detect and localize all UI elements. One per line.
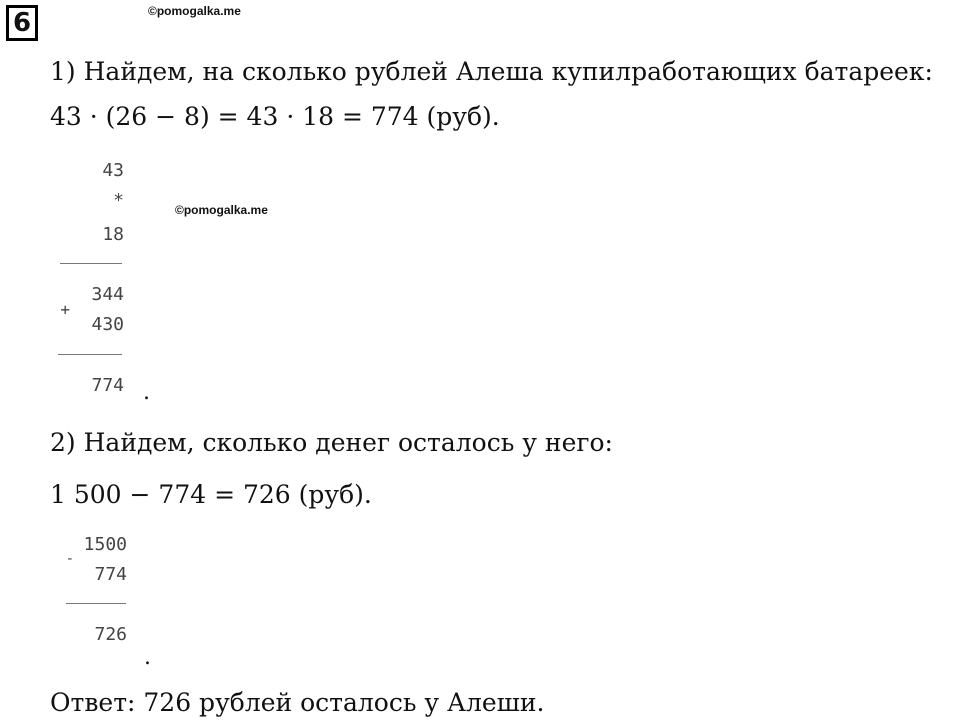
task-number-badge: 6 [6,5,38,41]
watermark-middle: ©pomogalka.me [175,203,268,217]
mult-end-dot: . [143,380,150,405]
mult-rule-2 [58,354,122,355]
mult-operator: * [113,190,124,211]
step1-text: 1) Найдем, на сколько рублей Алеша купилработающих батареек: [50,57,933,86]
step2-formula: 1 500 − 774 = 726 (руб). [50,480,372,509]
sub-result: 726 [94,624,127,645]
sub-end-dot: . [144,645,151,670]
mult-plus-sign: + [60,300,70,319]
mult-factor1: 43 [102,160,124,181]
sub-minuend: 1500 [83,534,127,555]
step2-text: 2) Найдем, сколько денег осталось у него: [50,428,613,457]
watermark-top: ©pomogalka.me [148,4,241,18]
mult-partial1: 344 [91,284,124,305]
sub-subtrahend: 774 [94,564,127,585]
sub-rule [66,603,126,604]
mult-factor2: 18 [102,224,124,245]
mult-result: 774 [91,375,124,396]
mult-rule-1 [60,263,122,264]
mult-partial2: 430 [91,314,124,335]
answer-text: Ответ: 726 рублей осталось у Алеши. [50,688,545,717]
step1-formula: 43 · (26 − 8) = 43 · 18 = 774 (руб). [50,102,500,131]
sub-minus-sign: - [65,551,74,567]
